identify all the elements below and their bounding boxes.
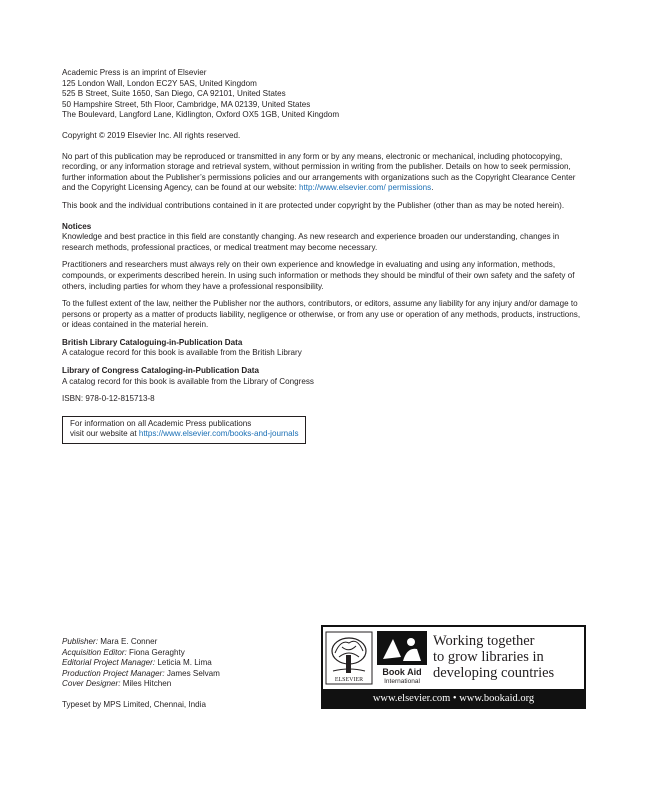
credit-name: James Selvam bbox=[166, 668, 220, 678]
website-info-box bbox=[62, 416, 306, 444]
bookaid-banner bbox=[321, 625, 586, 709]
address-line: 125 London Wall, London EC2Y 5AS, United Kingdom bbox=[62, 78, 257, 88]
typeset-line: Typeset by MPS Limited, Chennai, India bbox=[62, 700, 206, 709]
credit-role: Publisher: bbox=[62, 637, 98, 646]
credit-name: Leticia M. Lima bbox=[157, 658, 212, 668]
isbn: ISBN: 978-0-12-815713-8 bbox=[62, 394, 155, 404]
notices-heading: Notices bbox=[62, 221, 92, 231]
copyright-line: Copyright © 2019 Elsevier Inc. All rights reserved. bbox=[62, 130, 241, 140]
tagline-line: to grow libraries in bbox=[433, 649, 544, 665]
imprint-line: Academic Press is an imprint of Elsevier bbox=[62, 68, 207, 77]
permissions-link[interactable]: http://www.elsevier.com/ permissions bbox=[298, 183, 432, 193]
copyright-page bbox=[62, 68, 584, 444]
bookaid-banner-top bbox=[323, 627, 584, 689]
contributions-paragraph: This book and the individual contributions contained in it are protected under copyright by the Publisher (other than as may be noted herein). bbox=[62, 200, 565, 210]
notices-paragraph: To the fullest extent of the law, neither the Publisher nor the authors, contributors, or editors, assume any liability for any injury and/or damage to persons or property as a matter of products liability, negligence or otherwise, or from any use or operation of any methods, products, instructions, or ideas contained in the material herein. bbox=[62, 299, 581, 330]
credit-name: Fiona Geraghty bbox=[129, 647, 185, 657]
imprint-block bbox=[62, 68, 584, 121]
notices-paragraph: Knowledge and best practice in this field are constantly changing. As new research and experience broaden our understanding, changes in research methods, professional practices, or medical treatment may become necessary. bbox=[62, 232, 560, 252]
loc-text: A catalog record for this book is available from the Library of Congress bbox=[62, 376, 314, 386]
credit-role: Production Project Manager: bbox=[62, 668, 165, 678]
notices-paragraph: Practitioners and researchers must always rely on their own experience and knowledge in evaluating and using any information, methods, compounds, or experiments described herein. In using such information or methods they should be mindful of their own safety and the safety of others, including parties for whom they have a professional responsibility. bbox=[62, 260, 575, 291]
elsevier-tree-icon bbox=[325, 631, 373, 685]
credit-name: Miles Hitchen bbox=[122, 679, 172, 689]
elsevier-label: ELSEVIER bbox=[334, 677, 364, 683]
credit-line bbox=[62, 648, 312, 659]
bookaid-tagline bbox=[433, 633, 583, 681]
info-line bbox=[70, 429, 299, 440]
credit-role: Acquisition Editor: bbox=[62, 647, 127, 657]
address-line: 525 B Street, Suite 1650, San Diego, CA 92101, United States bbox=[62, 89, 286, 99]
info-line: For information on all Academic Press publications bbox=[70, 418, 252, 428]
british-library-heading: British Library Cataloguing-in-Publication Data bbox=[62, 337, 243, 347]
address-line: The Boulevard, Langford Lane, Kidlington, Oxford OX5 1GB, United Kingdom bbox=[62, 110, 340, 120]
production-credits bbox=[62, 637, 312, 690]
bookaid-logo-icon bbox=[377, 631, 427, 685]
rights-end: . bbox=[431, 183, 434, 193]
bookaid-label: Book Aid bbox=[382, 667, 422, 677]
credit-name: Mara E. Conner bbox=[100, 637, 158, 646]
address-line: 50 Hampshire Street, 5th Floor, Cambridge, MA 02139, United States bbox=[62, 99, 311, 109]
info-prefix: visit our website at bbox=[70, 429, 139, 439]
credit-line bbox=[62, 669, 312, 680]
credit-line bbox=[62, 679, 312, 690]
british-library-text: A catalogue record for this book is available from the British Library bbox=[62, 348, 302, 358]
bookaid-urls: www.elsevier.com • www.bookaid.org bbox=[372, 693, 535, 704]
tagline-line: Working together bbox=[433, 633, 535, 649]
rights-paragraph bbox=[62, 152, 584, 194]
credit-line bbox=[62, 637, 312, 648]
credit-role: Cover Designer: bbox=[62, 679, 121, 689]
tagline-line: developing countries bbox=[433, 665, 555, 681]
books-journals-link[interactable]: https://www.elsevier.com/books-and-journals bbox=[138, 429, 299, 439]
credit-role: Editorial Project Manager: bbox=[62, 658, 156, 668]
loc-heading: Library of Congress Cataloging-in-Publication Data bbox=[62, 366, 259, 376]
credit-line bbox=[62, 658, 312, 669]
rights-text: No part of this publication may be reproduced or transmitted in any form or by any means, electronic or mechanical, including photocopying, recording, or any information storage and retrieval system, without permission in writing from the publisher. Details on how to seek permission, further information about the Publisher’s permissions policies and our arrangements with organizations such as the Copyright Clearance Center and the Copyright Licensing Agency, can be found at our website: bbox=[62, 151, 576, 193]
bookaid-sublabel: International bbox=[384, 678, 420, 685]
